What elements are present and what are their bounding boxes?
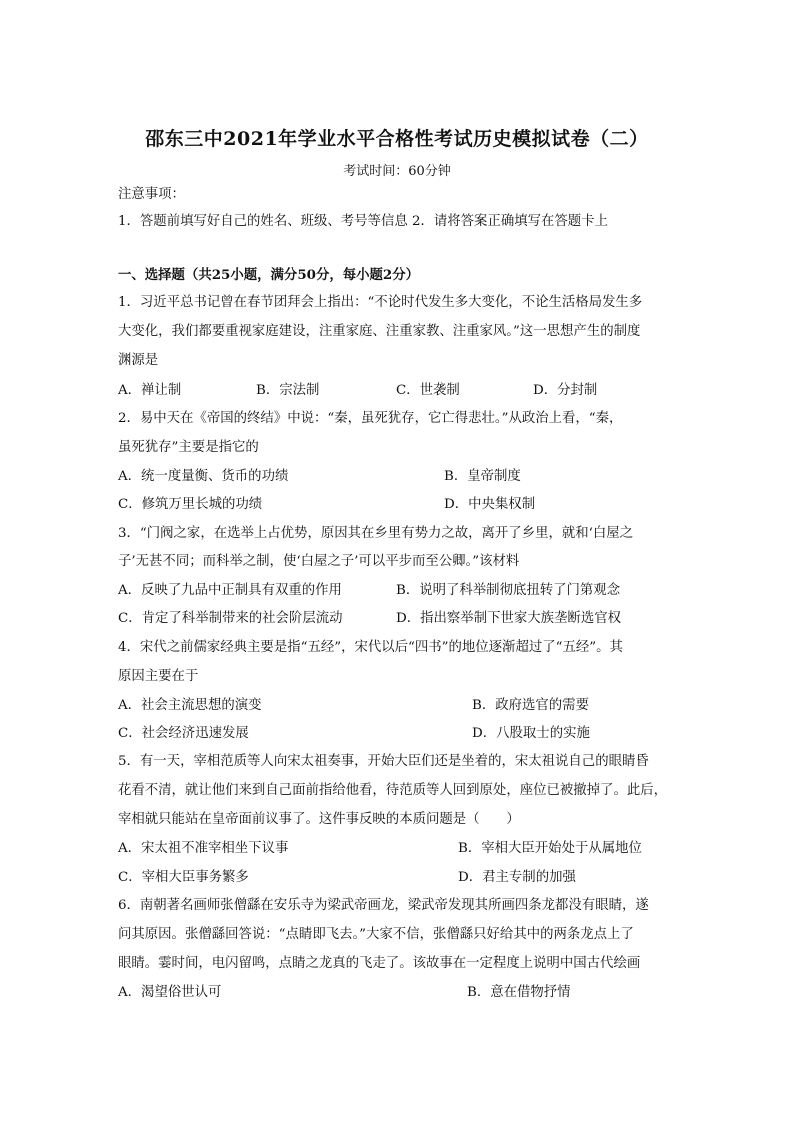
question-1-line-2: 大变化，我们都要重视家庭建设，注重家庭、注重家教、注重家风。”这一思想产生的制度 — [118, 324, 641, 339]
question-6-option-b: B．意在借物抒情 — [467, 985, 571, 1000]
question-5-option-c: C．宰相大臣事务繁多 — [118, 870, 249, 885]
notice-heading: 注意事项： — [118, 187, 185, 202]
exam-title: 邵东三中2021年学业水平合格性考试历史模拟试卷（二） — [145, 128, 649, 150]
question-1-option-c: C．世袭制 — [396, 383, 460, 398]
question-4-line-2: 原因主要在于 — [118, 669, 199, 684]
question-4-option-b: B．政府选官的需要 — [472, 698, 589, 713]
question-3-option-a: A．反映了九品中正制具有双重的作用 — [118, 583, 342, 598]
question-3-option-b: B．说明了科举制彻底扭转了门第观念 — [396, 583, 621, 598]
question-5-line-2: 花看不清，就让他们来到自己面前指给他看，待范质等人回到原处，座位已被撤掉了。此后， — [118, 783, 668, 798]
question-5-option-b: B．宰相大臣开始处于从属地位 — [458, 841, 642, 856]
question-1-option-d: D．分封制 — [533, 383, 598, 398]
question-1-line-1: 1．习近平总书记曾在春节团拜会上指出：“不论时代发生多大变化，不论生活格局发生多 — [118, 295, 643, 310]
question-2-option-c: C．修筑万里长城的功绩 — [118, 497, 263, 512]
section-heading: 一、选择题（共25小题，满分50分，每小题2分） — [118, 267, 420, 283]
question-2-line-2: 虽死犹存”主要是指它的 — [118, 440, 259, 455]
question-1-option-b: B．宗法制 — [256, 383, 320, 398]
question-4-option-d: D．八股取士的实施 — [472, 726, 590, 741]
question-5-line-3: 宰相就只能站在皇帝面前议事了。这件事反映的本质问题是（ ） — [118, 812, 520, 827]
question-4-option-a: A．社会主流思想的演变 — [118, 698, 262, 713]
question-1-option-a: A．禅让制 — [118, 383, 182, 398]
question-2-line-1: 2．易中天在《帝国的终结》中说：“秦，虽死犹存，它亡得悲壮。”从政治上看，“秦， — [118, 411, 623, 426]
question-1-line-3: 渊源是 — [118, 353, 159, 368]
question-4-line-1: 4．宋代之前儒家经典主要是指“五经”，宋代以后“四书”的地位逐渐超过了“五经”。其 — [118, 640, 623, 655]
question-5-option-a: A．宋太祖不准宰相坐下议事 — [118, 841, 289, 856]
question-3-option-d: D．指出察举制下世家大族垄断选官权 — [396, 611, 621, 626]
question-6-line-2: 问其原因。张僧繇回答说：“点睛即飞去。”大家不信，张僧繇只好给其中的两条龙点上了 — [118, 927, 634, 942]
question-6-line-3: 眼睛。霎时间，电闪留鸣，点睛之龙真的飞走了。该故事在一定程度上说明中国古代绘画 — [118, 956, 641, 971]
question-5-line-1: 5．有一天，宰相范质等人向宋太祖奏事，开始大臣们还是坐着的，宋太祖说自己的眼睛昏 — [118, 754, 649, 769]
question-4-option-c: C．社会经济迅速发展 — [118, 726, 249, 741]
exam-time: 考试时间：60分钟 — [343, 164, 451, 179]
question-2-option-d: D．中央集权制 — [444, 497, 536, 512]
question-6-line-1: 6．南朝著名画师张僧繇在安乐寺为梁武帝画龙，梁武帝发现其所画四条龙都没有眼睛，遂 — [118, 898, 649, 913]
question-6-option-a: A．渴望俗世认可 — [118, 985, 222, 1000]
question-3-line-1: 3．“门阀之家，在选举上占优势，原因其在乡里有势力之故，离开了乡里，就和‘白屋之 — [118, 526, 634, 541]
question-2-option-a: A．统一度量衡、货币的功绩 — [118, 469, 289, 484]
question-2-option-b: B．皇帝制度 — [444, 469, 521, 484]
question-3-line-2: 子’无甚不同；而科举之制，使‘白屋之子’可以平步而至公卿。”该材料 — [118, 554, 520, 569]
question-3-option-c: C．肯定了科举制带来的社会阶层流动 — [118, 611, 343, 626]
notice-items: 1．答题前填写好自己的姓名、班级、考号等信息 2．请将答案正确填写在答题卡上 — [118, 214, 608, 229]
question-5-option-d: D．君主专制的加强 — [458, 870, 576, 885]
